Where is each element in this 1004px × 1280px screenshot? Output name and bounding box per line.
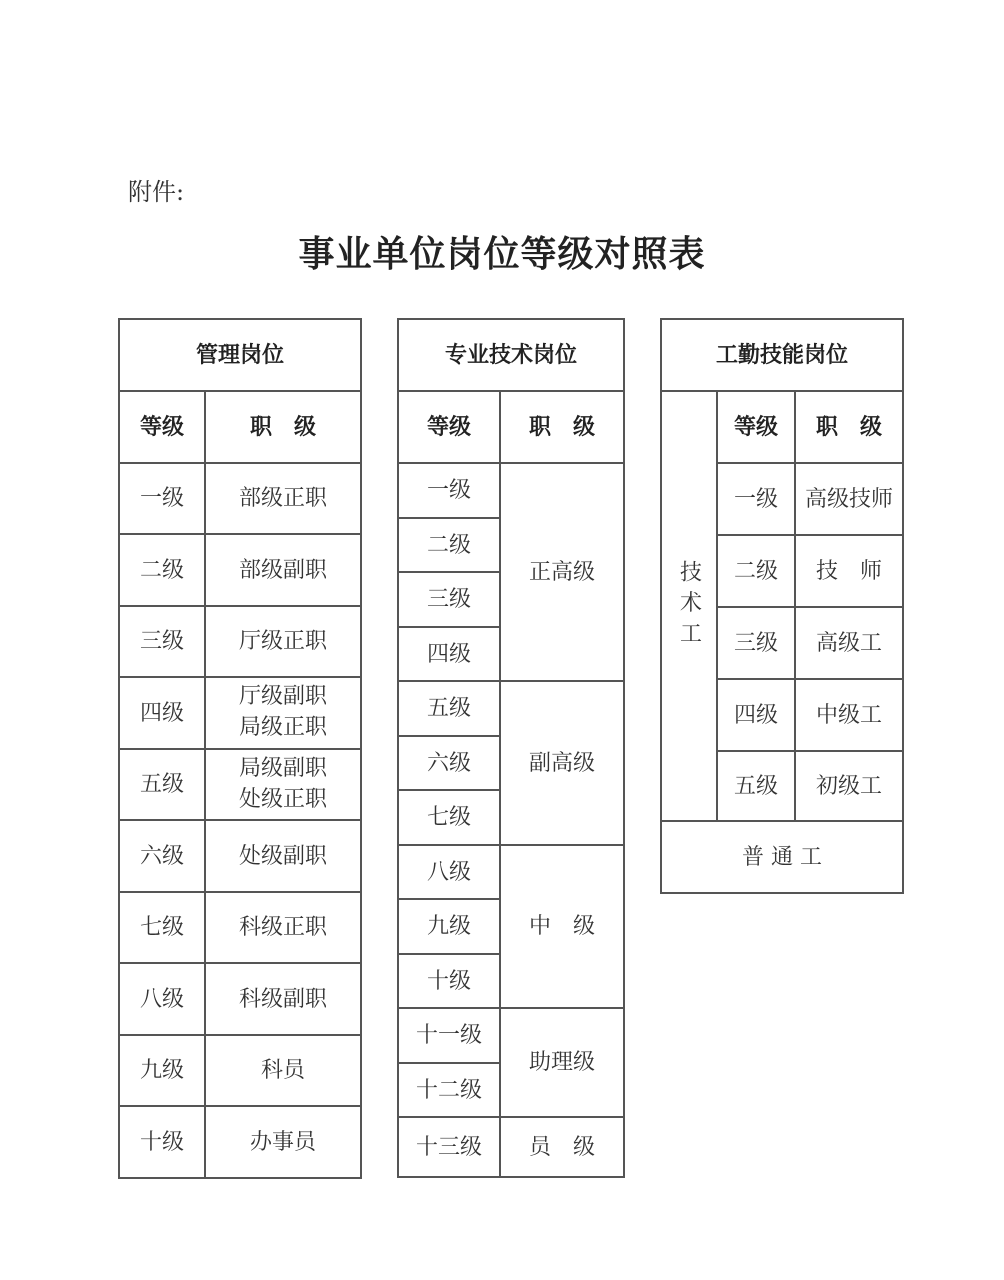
management-grade: 一级 [119,463,205,534]
professional-grade: 三级 [398,572,500,627]
management-rank: 局级副职 处级正职 [205,749,361,820]
professional-grade: 一级 [398,463,500,518]
worker-col-rank: 职 级 [795,391,903,463]
worker-grade: 三级 [717,607,795,679]
professional-rank: 助理级 [500,1008,624,1117]
professional-col-rank: 职 级 [500,391,624,463]
management-rank: 处级副职 [205,820,361,892]
worker-title: 工勤技能岗位 [661,319,903,391]
professional-grade: 十三级 [398,1117,500,1177]
professional-grade: 四级 [398,627,500,681]
worker-rank: 中级工 [795,679,903,751]
management-rank: 厅级正职 [205,606,361,677]
management-title: 管理岗位 [119,319,361,391]
management-rank: 部级正职 [205,463,361,534]
worker-general: 普 通 工 [661,821,903,893]
worker-grade: 四级 [717,679,795,751]
professional-grade: 十二级 [398,1063,500,1117]
professional-grade: 八级 [398,845,500,899]
management-grade: 三级 [119,606,205,677]
professional-grade: 九级 [398,899,500,954]
management-grade: 九级 [119,1035,205,1106]
worker-col-grade: 等级 [717,391,795,463]
professional-grade: 五级 [398,681,500,736]
management-rank: 部级副职 [205,534,361,606]
attachment-label: 附件: [128,178,185,206]
management-grade: 五级 [119,749,205,820]
management-rank: 科级正职 [205,892,361,963]
worker-rank: 技 师 [795,535,903,607]
professional-grade: 六级 [398,736,500,790]
management-rank: 科员 [205,1035,361,1106]
professional-rank: 副高级 [500,681,624,845]
professional-rank: 中 级 [500,845,624,1008]
professional-col-grade: 等级 [398,391,500,463]
professional-grade: 十级 [398,954,500,1008]
worker-category: 技术工 [661,391,717,821]
professional-rank: 正高级 [500,463,624,681]
worker-rank: 高级工 [795,607,903,679]
worker-grade: 五级 [717,751,795,821]
management-grade: 四级 [119,677,205,749]
management-col-rank: 职 级 [205,391,361,463]
professional-rank: 员 级 [500,1117,624,1177]
worker-grade: 一级 [717,463,795,535]
professional-grade: 十一级 [398,1008,500,1063]
management-grade: 八级 [119,963,205,1035]
management-grade: 六级 [119,820,205,892]
professional-title: 专业技术岗位 [398,319,624,391]
management-grade: 二级 [119,534,205,606]
management-col-grade: 等级 [119,391,205,463]
professional-grade: 二级 [398,518,500,572]
professional-table [397,318,625,1178]
professional-grade: 七级 [398,790,500,845]
management-table [118,318,362,1179]
management-rank: 办事员 [205,1106,361,1178]
worker-table [660,318,904,894]
worker-rank: 初级工 [795,751,903,821]
management-rank: 科级副职 [205,963,361,1035]
page-title: 事业单位岗位等级对照表 [298,234,706,275]
management-grade: 十级 [119,1106,205,1178]
worker-rank: 高级技师 [795,463,903,535]
management-rank: 厅级副职 局级正职 [205,677,361,749]
management-grade: 七级 [119,892,205,963]
worker-grade: 二级 [717,535,795,607]
